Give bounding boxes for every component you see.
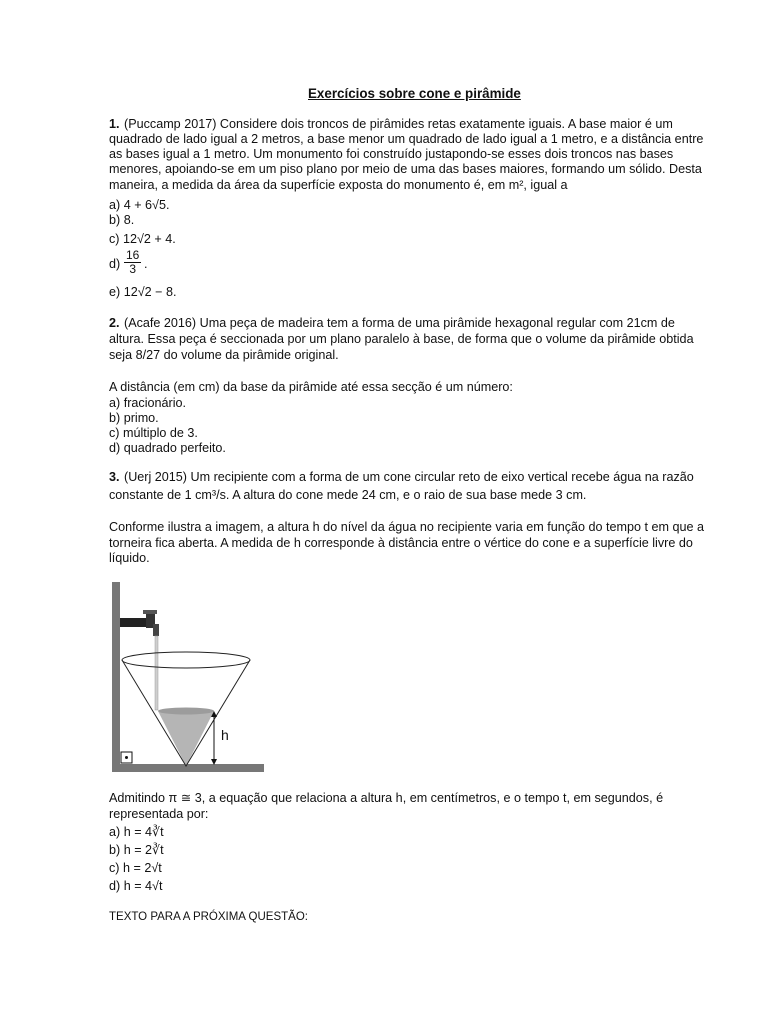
question-3-option-d: d) h = 4√t (109, 879, 163, 893)
fraction-denominator: 3 (129, 262, 137, 276)
question-2-line: seja 8/27 do volume da pirâmide original. (109, 348, 339, 362)
question-3-paragraph: torneira fica aberta. A medida de h corresponde à distância entre o vértice do cone e a superfície livre do (109, 536, 693, 550)
faucet-spout (153, 624, 159, 636)
height-label: h (221, 727, 229, 743)
question-2-option-a: a) fracionário. (109, 396, 186, 410)
question-1-line: (Puccamp 2017) Considere dois troncos de pirâmides retas exatamente iguais. A base maior é um (124, 117, 673, 131)
question-2-option-b: b) primo. (109, 411, 159, 425)
question-3-after: Admitindo π ≅ 3, a equação que relaciona a altura h, em centímetros, e o tempo t, em segundos, é (109, 791, 664, 805)
question-3-option-b: b) h = 2∛t (109, 843, 164, 857)
page-title: Exercícios sobre cone e pirâmide (308, 86, 521, 101)
question-3-option-a: a) h = 4∛t (109, 825, 164, 839)
question-3-number: 3. (109, 470, 120, 484)
question-1-option-e: e) 12√2 − 8. (109, 285, 177, 299)
water-surface (158, 708, 214, 715)
faucet-pipe (120, 618, 150, 627)
question-3-paragraph: Conforme ilustra a imagem, a altura h do nível da água no recipiente varia em função do tempo t em que a (109, 520, 705, 534)
question-2-option-c: c) múltiplo de 3. (109, 426, 198, 440)
question-1-line: menores, apoiando-se em um piso plano por meio de uma das bases maiores, formando um sólido. Desta (109, 162, 702, 176)
question-1-number: 1. (109, 117, 120, 131)
question-3-after: representada por: (109, 807, 209, 821)
question-1-line: maneira, a medida da área da superfície exposta do monumento é, em m², igual a (109, 178, 568, 192)
period: . (144, 257, 148, 271)
question-1-option-b: b) 8. (109, 213, 135, 227)
water-fill (158, 711, 214, 766)
fraction-numerator: 16 (126, 248, 140, 262)
question-1-option-a: a) 4 + 6√5. (109, 198, 170, 212)
question-3-line: (Uerj 2015) Um recipiente com a forma de um cone circular reto de eixo vertical recebe água na razão (124, 470, 694, 484)
question-2-line: (Acafe 2016) Uma peça de madeira tem a forma de uma pirâmide hexagonal regular com 21cm de (124, 316, 675, 330)
question-1-option-c: c) 12√2 + 4. (109, 232, 176, 246)
floor (112, 764, 264, 772)
water-stream (155, 636, 158, 710)
question-1-line: as bases igual a 1 metro. Um monumento foi construído justapondo-se esses dois troncos nas bases (109, 147, 674, 161)
wall (112, 582, 120, 772)
question-2-question: A distância (em cm) da base da pirâmide até essa secção é um número: (109, 380, 513, 394)
question-3-option-c: c) h = 2√t (109, 861, 162, 875)
question-1-option-d-fraction (124, 249, 141, 276)
faucet-handle (143, 610, 157, 614)
question-2-option-d: d) quadrado perfeito. (109, 441, 226, 455)
cone-faucet-figure (110, 580, 270, 776)
next-question-heading: TEXTO PARA A PRÓXIMA QUESTÃO: (109, 911, 308, 923)
question-1-option-d: d) (109, 257, 121, 271)
question-3-paragraph: líquido. (109, 551, 150, 565)
question-1-line: quadrado de lado igual a 2 metros, a base menor um quadrado de lado igual a 1 metro, e a distância entre (109, 132, 704, 146)
question-2-line: altura. Essa peça é seccionada por um plano paralelo à base, de forma que o volume da pirâmide obtida (109, 332, 694, 346)
right-angle-dot (125, 756, 128, 759)
question-2-number: 2. (109, 316, 120, 330)
question-3-line: constante de 1 cm³/s. A altura do cone mede 24 cm, e o raio de sua base mede 3 cm. (109, 488, 587, 502)
cone-rim (122, 652, 250, 668)
